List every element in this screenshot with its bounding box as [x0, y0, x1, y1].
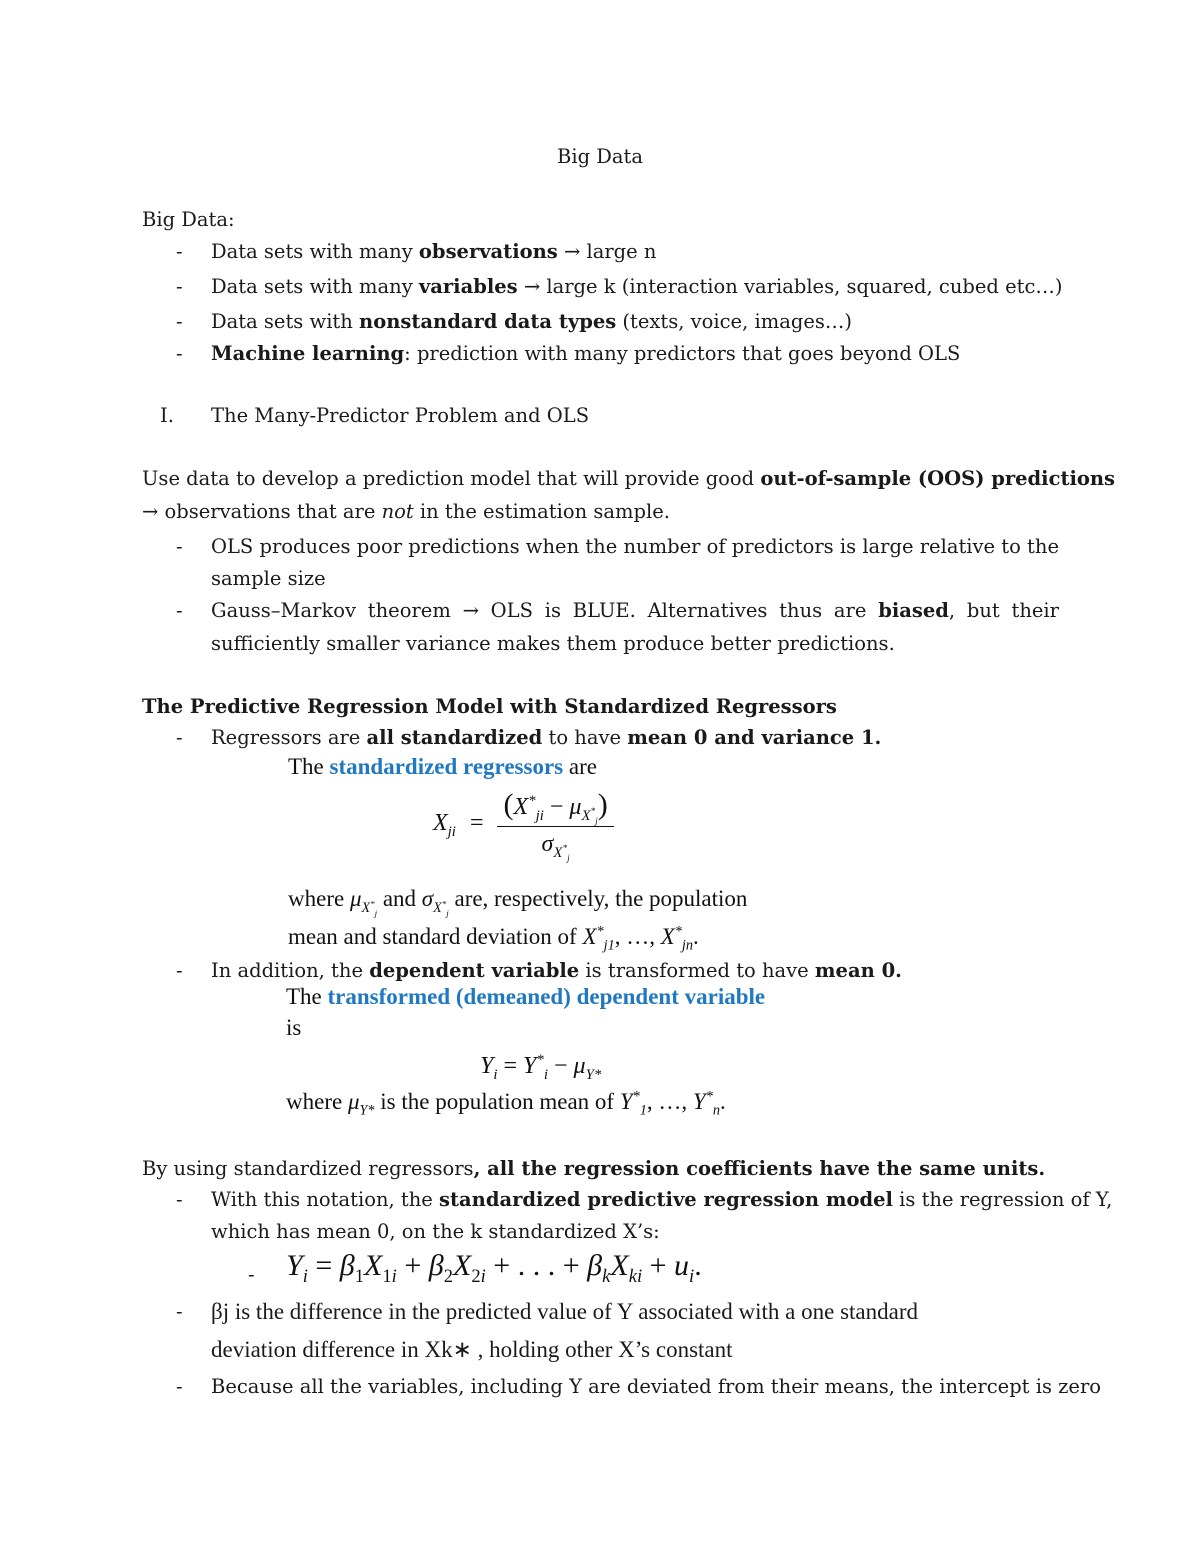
- model-bullet-1: Regressors are all standardized to have mean 0 and variance 1.: [211, 726, 882, 749]
- bullet-dash: -: [176, 342, 183, 365]
- bullet-dash: -: [248, 1263, 255, 1286]
- section1-bullet2-line1: Gauss–Markov theorem → OLS is BLUE. Alternatives thus are biased, but their: [211, 599, 1059, 622]
- regressor-where-line1: where $\mu_{X^*_j}$ and $\sigma_{X^*_j}$ are, respectively, the population: [288, 886, 748, 918]
- intro-bullet-4: Machine learning: prediction with many predictors that goes beyond OLS: [211, 342, 961, 365]
- units-paragraph: By using standardized regressors, all the regression coefficients have the same units.: [142, 1157, 1046, 1180]
- dependent-variable-formula: $Y_i = Y^*_i - \mu_{Y*}$: [480, 1052, 602, 1083]
- section1-para-line1: Use data to develop a prediction model that will provide good out-of-sample (OOS) predictions: [142, 467, 1116, 490]
- bullet-dash: -: [176, 1300, 183, 1323]
- section1-para-line2: → observations that are not in the estimation sample.: [142, 500, 670, 523]
- units-bullet1-line1: With this notation, the standardized predictive regression model is the regression of Y,: [211, 1188, 1113, 1211]
- bullet-dash: -: [176, 275, 183, 298]
- units-bullet3-line1: βj is the difference in the predicted value of Y associated with a one standard: [211, 1299, 918, 1324]
- bullet-dash: -: [176, 1375, 183, 1398]
- dependent-variable-where: where $\mu_{Y*}$ is the population mean of $Y^*_1$, …, $Y^*_n$.: [286, 1088, 726, 1119]
- dependent-variable-is: is: [286, 1015, 302, 1040]
- bullet-dash: -: [176, 240, 183, 263]
- model-bullet-2: In addition, the dependent variable is transformed to have mean 0.: [211, 959, 902, 982]
- bullet-dash: -: [176, 599, 183, 622]
- intro-bullet-2: Data sets with many variables → large k (interaction variables, squared, cubed etc…): [211, 275, 1063, 298]
- regressor-where-line2: mean and standard deviation of $X^*_{j1}$, …, $X^*_{jn}$.: [288, 923, 699, 954]
- bullet-dash: -: [176, 959, 183, 982]
- bullet-dash: -: [176, 1188, 183, 1211]
- page-title: Big Data: [557, 145, 643, 168]
- section-numeral: I.: [160, 404, 174, 427]
- intro-heading: Big Data:: [142, 208, 235, 231]
- bullet-dash: -: [176, 310, 183, 333]
- bullet-dash: -: [176, 535, 183, 558]
- bullet-dash: -: [176, 726, 183, 749]
- regression-model-formula: $Y_i = \beta_1X_{1i} + \beta_2X_{2i}$ + . . . + $\beta_kX_{ki} + u_i$.: [286, 1249, 702, 1287]
- dependent-variable-intro: The transformed (demeaned) dependent variable: [286, 984, 766, 1009]
- intro-bullet-3: Data sets with nonstandard data types (texts, voice, images…): [211, 310, 852, 333]
- intro-bullet-1: Data sets with many observations → large n: [211, 240, 657, 263]
- units-bullet1-line2: which has mean 0, on the k standardized X’s:: [211, 1220, 660, 1243]
- section-title: The Many-Predictor Problem and OLS: [211, 404, 590, 427]
- section1-bullet2-line2: sufficiently smaller variance makes them produce better predictions.: [211, 632, 895, 655]
- units-bullet4: Because all the variables, including Y are deviated from their means, the intercept is zero: [211, 1375, 1102, 1398]
- standardized-regressor-intro: The standardized regressors are: [288, 754, 597, 779]
- units-bullet3-line2: deviation difference in Xk∗ , holding other X’s constant: [211, 1337, 733, 1362]
- section1-bullet1-line2: sample size: [211, 567, 326, 590]
- standardized-regressor-formula: $X_{ji}$ = $\frac{(X^*_{ji} - \mu_{X^*_j})}{\sigma_{X^*_j}}$: [433, 788, 614, 858]
- model-heading: The Predictive Regression Model with Standardized Regressors: [142, 695, 837, 718]
- section1-bullet1-line1: OLS produces poor predictions when the number of predictors is large relative to the: [211, 535, 1059, 558]
